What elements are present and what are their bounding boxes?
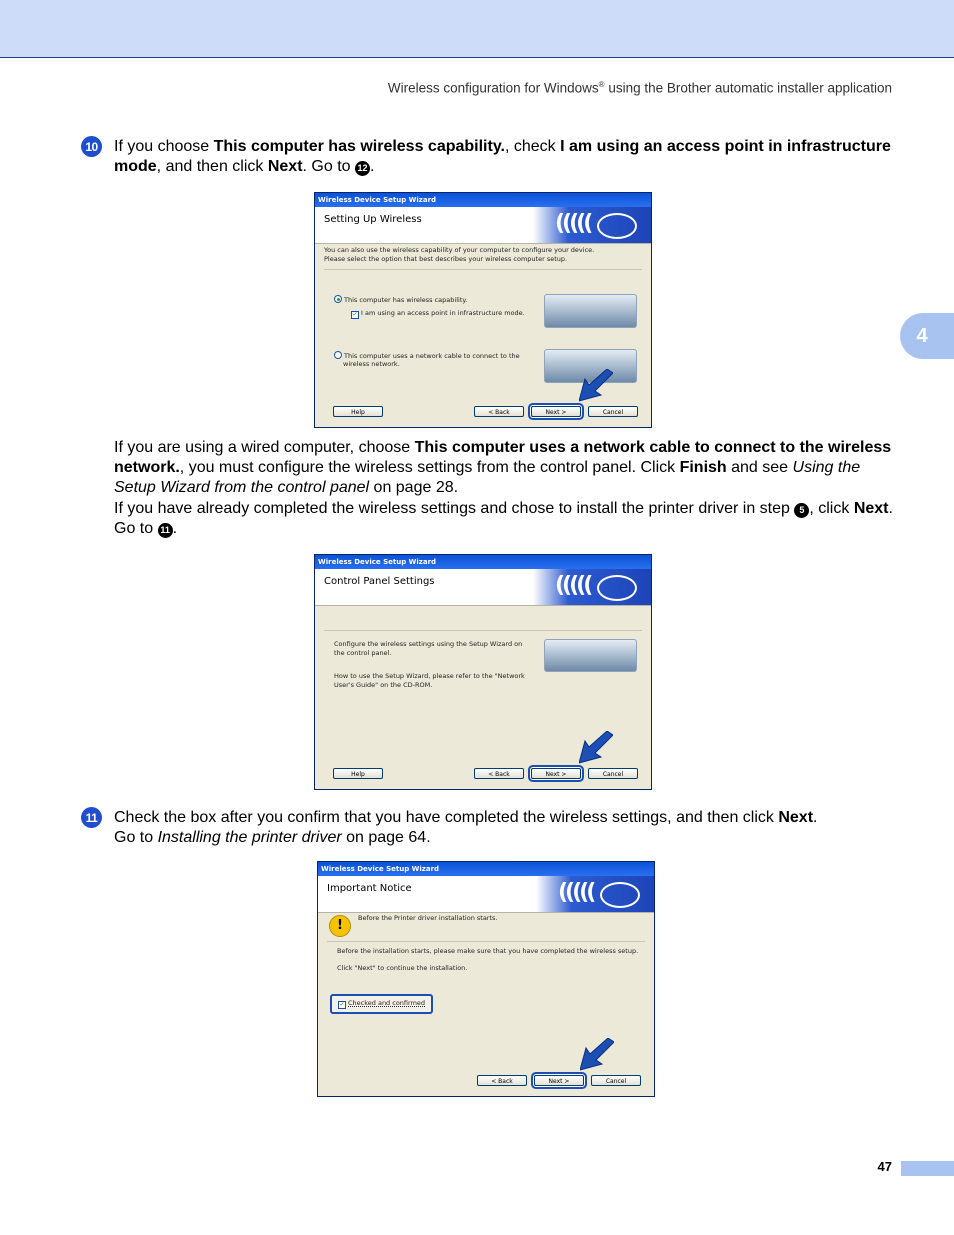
help-button[interactable]: Help: [333, 406, 383, 417]
control-panel-image: [544, 639, 637, 672]
cp-line3: How to use the Setup Wizard, please refer to the "Network: [334, 672, 525, 680]
step-10-bullet: 10: [81, 136, 102, 157]
brother-wireless-banner: (((((: [533, 207, 651, 243]
option-wireless-radio[interactable]: This computer has wireless capability.: [334, 295, 467, 305]
step-ref: 12: [355, 161, 370, 176]
notice-text: Before the Printer driver installation starts.: [358, 914, 498, 922]
cancel-button[interactable]: Cancel: [588, 406, 638, 417]
notice-line2: Click "Next" to continue the installation.: [337, 964, 468, 972]
cp-line1: Configure the wireless settings using the Setup Wizard on: [334, 640, 523, 648]
top-band: [0, 0, 954, 58]
dialog-header: [315, 207, 651, 244]
step-ref: 5: [794, 503, 809, 518]
page-number: 47: [877, 1159, 892, 1174]
dialog-header-title: Setting Up Wireless: [324, 214, 422, 225]
pointer-arrow-icon: [579, 369, 613, 403]
check-icon: ✓: [339, 1001, 345, 1008]
step-11-text: Check the box after you confirm that you have completed the wireless settings, and then click Next. Go to Installing the printer driver on page 64.: [114, 809, 818, 846]
running-header: Wireless configuration for Windows® using the Brother automatic installer application: [387, 80, 892, 96]
back-button[interactable]: < Back: [474, 768, 524, 779]
next-button[interactable]: Next >: [531, 406, 581, 417]
radio-unselected-icon: [334, 351, 342, 359]
dialog-titlebar: Wireless Device Setup Wizard: [318, 862, 654, 876]
page-number-bar: [901, 1161, 954, 1176]
dialog-titlebar: Wireless Device Setup Wizard: [315, 555, 651, 569]
next-button[interactable]: Next >: [534, 1075, 584, 1086]
cp-line4: User's Guide" on the CD-ROM.: [334, 681, 433, 689]
option-wired-radio[interactable]: This computer uses a network cable to connect to the: [334, 351, 520, 361]
radio-selected-icon: [334, 295, 342, 303]
divider: [327, 941, 645, 942]
brother-wireless-banner: (((((: [536, 876, 654, 912]
cp-line2: the control panel.: [334, 649, 392, 657]
step-10-text: If you choose This computer has wireless capability., check I am using an access point in infrastructure mode, and then click Next. Go to 12 .: [114, 138, 891, 175]
pointer-arrow-icon: [579, 731, 613, 765]
control-panel-dialog: [314, 554, 652, 790]
warning-icon: !: [329, 915, 351, 937]
wireless-logo-icon: [597, 575, 637, 601]
dialog-titlebar: Wireless Device Setup Wizard: [315, 193, 651, 207]
option-wired-line2: wireless network.: [343, 360, 400, 368]
check-icon: ✓: [352, 311, 358, 318]
dialog-header-title: Control Panel Settings: [324, 576, 435, 587]
dialog-header: [318, 876, 654, 913]
step-ref: 11: [158, 523, 173, 538]
divider: [324, 630, 642, 631]
wireless-logo-icon: [600, 882, 640, 908]
wireless-logo-icon: [597, 213, 637, 239]
cancel-button[interactable]: Cancel: [591, 1075, 641, 1086]
brother-wireless-banner: (((((: [533, 569, 651, 605]
help-button[interactable]: Help: [333, 768, 383, 779]
cancel-button[interactable]: Cancel: [588, 768, 638, 779]
divider: [324, 269, 642, 270]
back-button[interactable]: < Back: [474, 406, 524, 417]
next-button[interactable]: Next >: [531, 768, 581, 779]
dialog-header: [315, 569, 651, 606]
pointer-arrow-icon: [580, 1038, 614, 1072]
important-notice-dialog: [317, 861, 655, 1097]
step-11-bullet: 11: [81, 807, 102, 828]
desc-line2: Please select the option that best describes your wireless computer setup.: [324, 255, 568, 263]
notice-line1: Before the installation starts, please make sure that you have completed the wireless setup.: [337, 947, 639, 955]
completed-instructions: If you have already completed the wireless settings and chose to install the printer driver in step 5 , click Next. Go to 11 .: [114, 500, 893, 537]
chapter-tab: 4: [900, 313, 954, 359]
dialog-header-title: Important Notice: [327, 883, 412, 894]
setup-wireless-dialog: [314, 192, 652, 428]
desc-line1: You can also use the wireless capability of your computer to configure your device.: [324, 246, 595, 254]
wireless-laptop-image: [544, 294, 637, 328]
infrastructure-checkbox[interactable]: ✓ I am using an access point in infrastructure mode.: [352, 309, 525, 318]
wired-instructions: If you are using a wired computer, choose This computer uses a network cable to connect to the wireless network., you must configure the wireless settings from the control panel. Click Finish and see Using the Setup Wizard from the control panel on page 28.: [114, 439, 892, 496]
confirm-checkbox[interactable]: ✓ Checked and confirmed: [330, 994, 433, 1014]
back-button[interactable]: < Back: [477, 1075, 527, 1086]
